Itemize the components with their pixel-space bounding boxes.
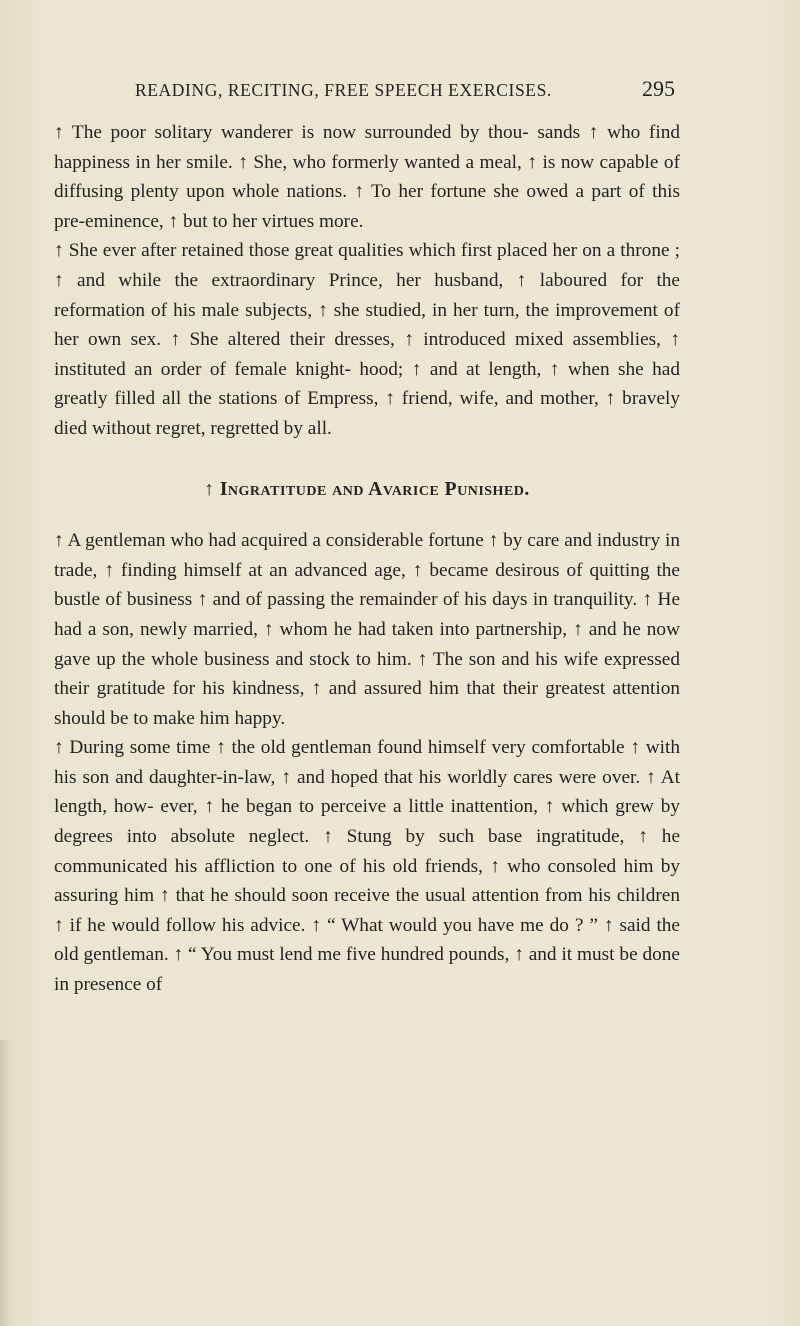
page-header xyxy=(135,76,675,106)
page-gutter-shadow xyxy=(0,1040,10,1326)
page-number: 295 xyxy=(642,76,675,101)
section-paragraph-1: ↑ A gentleman who had acquired a considerable fortune ↑ by care and industry in trade, ↑ finding himself at an advanced age, ↑ became desirous of quitting the bustle of business ↑ and of passing the remainder of his days in tranquility. ↑ He had a son, newly married, ↑ whom he had taken into partnership, ↑ and he now gave up the whole business and stock to him. ↑ The son and his wife expressed their gratitude for his kindness, ↑ and assured him that their greatest attention should be to make him happy. xyxy=(54,530,680,729)
paragraph-1: ↑ The poor solitary wanderer is now surrounded by thou- sands ↑ who find happiness in her smile. ↑ She, who formerly wanted a meal, ↑ is now capable of diffusing plenty upon whole nations. ↑ To her fortune she owed a part of this pre-eminence, ↑ but to her virtues more. xyxy=(54,122,680,232)
paragraph-2: ↑ She ever after retained those great qualities which first placed her on a throne ; ↑ and while the extraordinary Prince, her husband, ↑ laboured for the reformation of his male subjects, ↑ she studied, in her turn, the improvement of her own sex. ↑ She altered their dresses, ↑ introduced mixed assemblies, ↑ instituted an order of female knight- hood; ↑ and at length, ↑ when she had greatly filled all the stations of Empress, ↑ friend, wife, and mother, ↑ bravely died without regret, regretted by all. xyxy=(54,240,680,439)
running-head: READING, RECITING, FREE SPEECH EXERCISES. xyxy=(135,80,552,100)
section-heading: ↑ Ingratitude and Avarice Punished. xyxy=(204,478,530,500)
page-body xyxy=(54,118,680,1000)
section-paragraph-2: ↑ During some time ↑ the old gentleman found himself very comfortable ↑ with his son and daughter-in-law, ↑ and hoped that his worldly cares were over. ↑ At length, how- ever, ↑ he began to perceive a little inattention, ↑ which grew by degrees into absolute neglect. ↑ Stung by such base ingratitude, ↑ he communicated his affliction to one of his old friends, ↑ who consoled him by assuring him ↑ that he should soon receive the usual attention from his children ↑ if he would follow his advice. ↑ “ What would you have me do ? ” ↑ said the old gentleman. ↑ “ You must lend me five hundred pounds, ↑ and it must be done in presence of xyxy=(54,737,680,996)
